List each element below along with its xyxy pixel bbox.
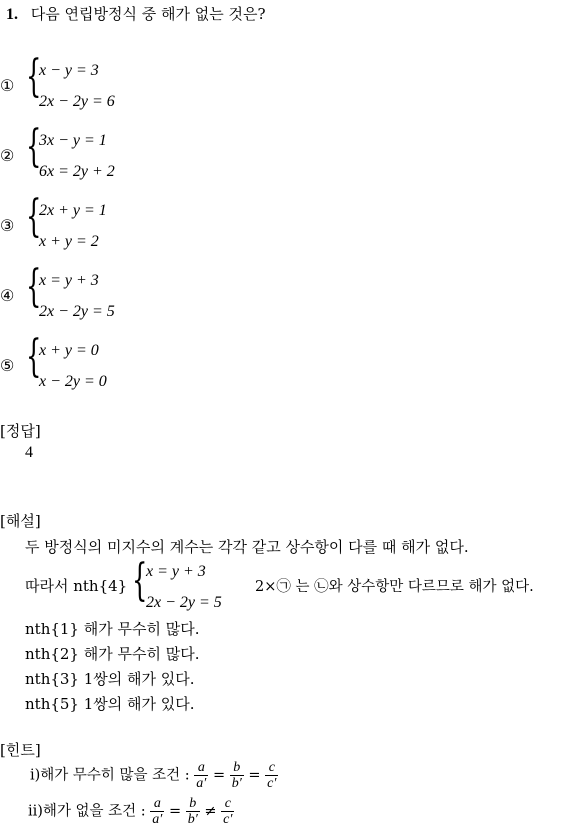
hint-prefix: ⅰ)해가 무수히 많을 조건 : xyxy=(30,767,190,784)
option-marker: ① xyxy=(0,76,15,95)
equals-sign: = xyxy=(168,803,182,820)
option-eq-top: x + y = 0 xyxy=(39,342,99,359)
option-eq-bottom: x + y = 2 xyxy=(39,233,99,250)
hint-line-1 xyxy=(30,760,278,791)
option-eq-top: x = y + 3 xyxy=(39,272,99,289)
not-equal-sign: ≠ xyxy=(204,803,217,820)
equals-sign: = xyxy=(248,767,261,784)
option-marker: ⑤ xyxy=(0,356,15,375)
option-eq-bottom: 2x − 2y = 6 xyxy=(39,93,115,110)
answer-value: 4 xyxy=(25,444,33,461)
fraction: $\frac{a}{a'}$ xyxy=(196,760,207,791)
hint-label: [힌트] xyxy=(0,741,41,759)
fraction: $\frac{b}{b'}$ xyxy=(187,796,198,827)
fraction: $\frac{c}{c'}$ xyxy=(267,760,277,791)
hint-prefix: ⅱ)해가 없을 조건 : xyxy=(28,803,146,820)
explanation-suffix: 2×㉠ 는 ㉡와 상수항만 다르므로 해가 없다. xyxy=(255,579,534,595)
explanation-eq-bottom: 2x − 2y = 5 xyxy=(146,594,222,611)
answer-label: [정답] xyxy=(0,422,41,440)
explanation-eq-top: x = y + 3 xyxy=(146,563,206,580)
option-eq-top: 2x + y = 1 xyxy=(39,202,107,219)
explanation-line: nth{5} 1쌍의 해가 있다. xyxy=(25,695,195,713)
option-eq-top: x − y = 3 xyxy=(39,62,99,79)
explanation-line: nth{2} 해가 무수히 많다. xyxy=(25,645,200,663)
brace-icon: { xyxy=(132,555,148,606)
explanation-prefix: 따라서 nth{4} xyxy=(25,577,128,595)
hint-line-2 xyxy=(28,796,234,827)
explanation-line: nth{1} 해가 무수히 많다. xyxy=(25,620,200,638)
explanation-line: 두 방정식의 미지수의 계수는 각각 같고 상수항이 다를 때 해가 없다. xyxy=(25,538,469,556)
brace-icon: { xyxy=(26,331,42,382)
brace-icon: { xyxy=(26,121,42,172)
option-eq-bottom: 6x = 2y + 2 xyxy=(39,163,115,180)
equals-sign: = xyxy=(212,767,226,784)
question-header xyxy=(6,3,266,24)
option-marker: ③ xyxy=(0,216,15,235)
brace-icon: { xyxy=(26,191,42,242)
question-number: 1. xyxy=(6,6,18,23)
option-marker: ④ xyxy=(0,286,15,305)
explanation-line: nth{3} 1쌍의 해가 있다. xyxy=(25,670,195,688)
option-eq-top: 3x − y = 1 xyxy=(39,132,107,149)
question-text: 다음 연립방정식 중 해가 없는 것은? xyxy=(30,5,266,23)
brace-icon: { xyxy=(26,51,42,102)
option-marker: ② xyxy=(0,146,15,165)
fraction: $\frac{a}{a'}$ xyxy=(152,796,163,827)
option-eq-bottom: x − 2y = 0 xyxy=(39,373,107,390)
fraction: $\frac{b}{b'}$ xyxy=(231,760,242,791)
option-eq-bottom: 2x − 2y = 5 xyxy=(39,303,115,320)
explanation-label: [해설] xyxy=(0,512,41,530)
brace-icon: { xyxy=(26,261,42,312)
fraction: $\frac{c}{c'}$ xyxy=(223,796,233,827)
